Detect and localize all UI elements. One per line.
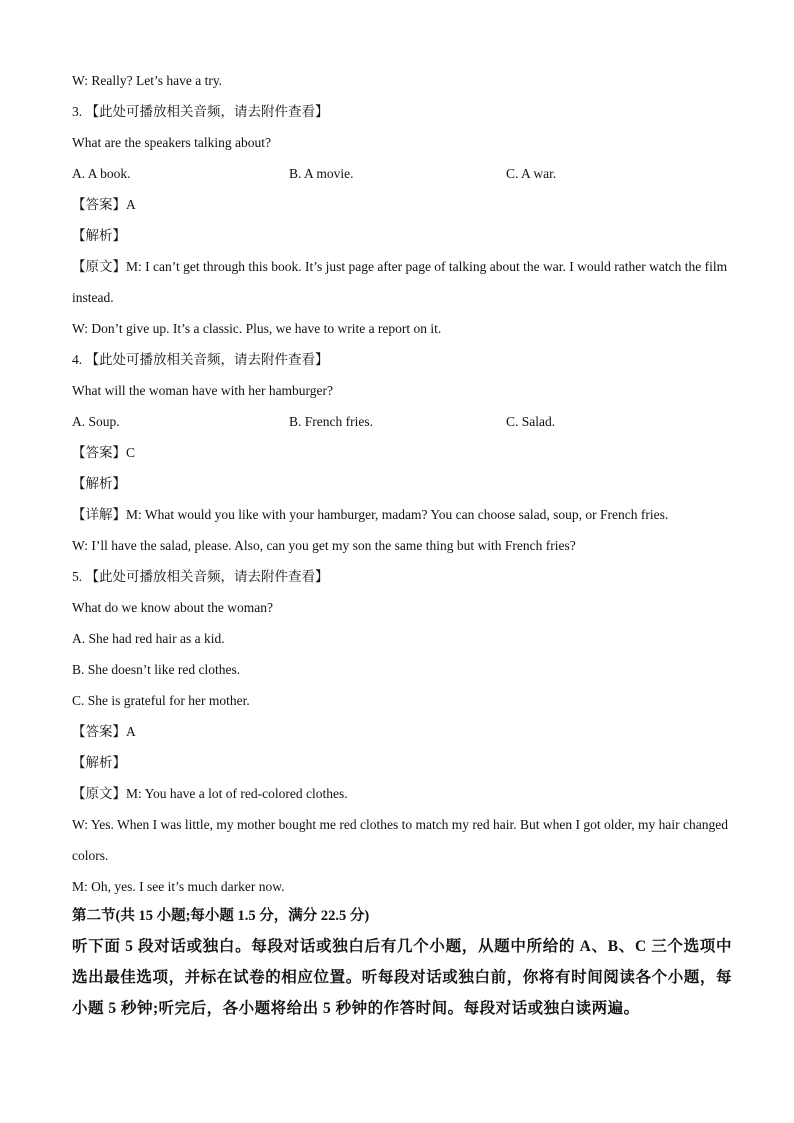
option-b: B. A movie. xyxy=(289,166,354,181)
section-title: 第二节(共 15 小题;每小题 1.5 分，满分 22.5 分) xyxy=(72,908,370,924)
question-3-analysis-label: 【解析】 xyxy=(72,228,126,243)
question-3-stem: What are the speakers talking about? xyxy=(72,135,272,150)
option-c: C. Salad. xyxy=(506,414,556,429)
question-5-answer: 【答案】A xyxy=(72,724,136,739)
question-4-answer: 【答案】C xyxy=(72,445,136,460)
question-5-stem: What do we know about the woman? xyxy=(72,600,273,615)
question-5-transcript-m: 【原文】M: You have a lot of red-colored clothes. xyxy=(72,786,348,801)
question-5-analysis-label: 【解析】 xyxy=(72,755,126,770)
question-3-transcript-m: 【原文】M: I can’t get through this book. It’s just page after page of talking about the war. I would rather watch the film instead. xyxy=(72,259,728,305)
question-3-options xyxy=(72,158,732,189)
question-5-transcript-m2: M: Oh, yes. I see it’s much darker now. xyxy=(72,879,285,894)
question-5-header: 5. 【此处可播放相关音频，请去附件查看】 xyxy=(72,569,329,584)
option-b: B. French fries. xyxy=(289,414,373,429)
dialogue-line: W: Really? Let’s have a try. xyxy=(72,73,223,88)
question-4-options xyxy=(72,406,732,437)
section-instructions: 听下面 5 段对话或独白。每段对话或独白后有几个小题，从题中所给的 A、B、C 三个选项中选出最佳选项，并标在试卷的相应位置。听每段对话或独白前，你将有时间阅读各个小题，每小题 5 秒钟;听完后，各小题将给出 5 秒钟的作答时间。每段对话或独白读两遍。 xyxy=(72,938,732,1017)
question-4-header: 4. 【此处可播放相关音频，请去附件查看】 xyxy=(72,352,329,367)
question-5-option-a: A. She had red hair as a kid. xyxy=(72,631,225,646)
question-3-answer: 【答案】A xyxy=(72,197,136,212)
question-3-transcript-w: W: Don’t give up. It’s a classic. Plus, we have to write a report on it. xyxy=(72,321,442,336)
option-c: C. A war. xyxy=(506,166,557,181)
question-5-transcript-w: W: Yes. When I was little, my mother bought me red clothes to match my red hair. But when I got older, my hair changed colors. xyxy=(72,817,728,863)
option-a: A. A book. xyxy=(72,166,131,181)
question-5-option-c: C. She is grateful for her mother. xyxy=(72,693,250,708)
question-4-analysis-label: 【解析】 xyxy=(72,476,126,491)
question-3-header: 3. 【此处可播放相关音频，请去附件查看】 xyxy=(72,104,329,119)
document-page xyxy=(72,65,732,1024)
question-5-option-b: B. She doesn’t like red clothes. xyxy=(72,662,241,677)
question-4-stem: What will the woman have with her hamburger? xyxy=(72,383,334,398)
question-4-transcript-w: W: I’ll have the salad, please. Also, can you get my son the same thing but with French fries? xyxy=(72,538,576,553)
question-4-transcript-m: 【详解】M: What would you like with your hamburger, madam? You can choose salad, soup, or French fries. xyxy=(72,507,669,522)
option-a: A. Soup. xyxy=(72,414,120,429)
